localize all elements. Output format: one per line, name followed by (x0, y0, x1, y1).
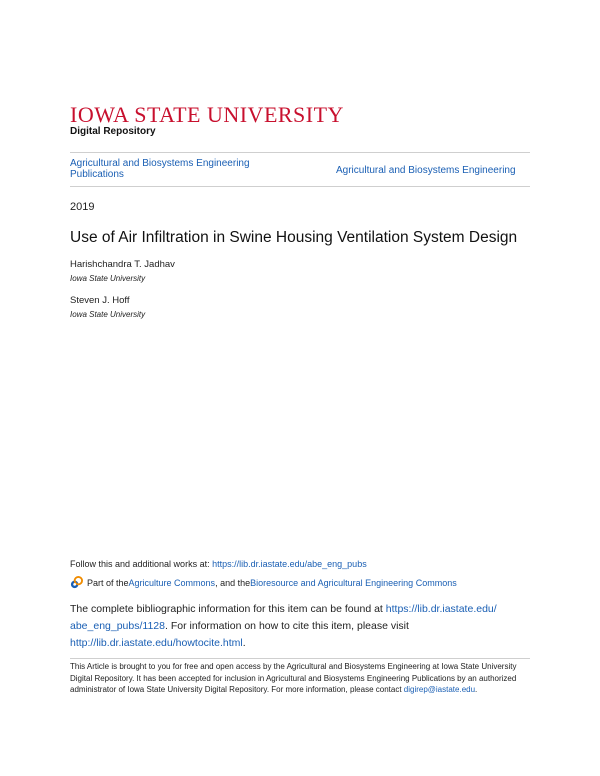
citation-text: . For information on how to cite this item, please visit (164, 620, 409, 632)
citation-paragraph (70, 601, 550, 652)
footer-text: This Article is brought to you for free and open access by the Agricultural and Biosystems Engineering at Iowa State University Digital Repository. It has been accepted for inclusion in Agricultural and Biosystems Engineering Publications by an authorized administrator of Iowa State University Digital Repository. For more information, please contact (70, 662, 517, 694)
follow-prefix: Follow this and additional works at: (70, 559, 213, 569)
bioresource-commons-link[interactable]: Bioresource and Agricultural Engineering Commons (250, 577, 457, 588)
part-of-prefix: Part of the (87, 577, 129, 588)
part-of-middle: , and the (215, 577, 251, 588)
author-name: Steven J. Hoff (70, 295, 130, 306)
agriculture-commons-link[interactable]: Agriculture Commons (128, 577, 216, 588)
author-name: Harishchandra T. Jadhav (70, 259, 175, 270)
footer-end: . (475, 685, 478, 694)
howtocite-link[interactable]: http://lib.dr.iastate.edu/howtocite.html (70, 637, 243, 649)
contact-email-link[interactable]: digirep@iastate.edu (403, 685, 476, 694)
item-url-link[interactable]: https://lib.dr.iastate.edu/ (385, 603, 497, 615)
author-affiliation: Iowa State University (70, 310, 146, 319)
follow-line (70, 559, 367, 569)
author-affiliation: Iowa State University (70, 274, 146, 283)
citation-end: . (242, 637, 246, 649)
article-title: Use of Air Infiltration in Swine Housing Ventilation System Design (70, 229, 518, 246)
follow-url-link[interactable]: https://lib.dr.iastate.edu/abe_eng_pubs (212, 559, 367, 569)
publication-year: 2019 (70, 201, 95, 213)
item-url-link-cont[interactable]: abe_eng_pubs/1128 (70, 620, 165, 632)
nav-top-divider (70, 152, 530, 153)
collection-link[interactable]: Agricultural and Biosystems Engineering Publications (70, 158, 250, 180)
nav-bottom-divider (70, 186, 530, 187)
footer-notice (70, 661, 540, 696)
footer-divider (70, 658, 530, 659)
citation-text: The complete bibliographic information for this item can be found at (70, 603, 386, 615)
department-link[interactable]: Agricultural and Biosystems Engineering (336, 165, 516, 176)
part-of-line (70, 576, 457, 589)
open-access-icon (70, 576, 83, 589)
university-logo-text: IOWA STATE UNIVERSITY (70, 102, 344, 127)
repository-logo-text: Digital Repository (70, 126, 156, 137)
